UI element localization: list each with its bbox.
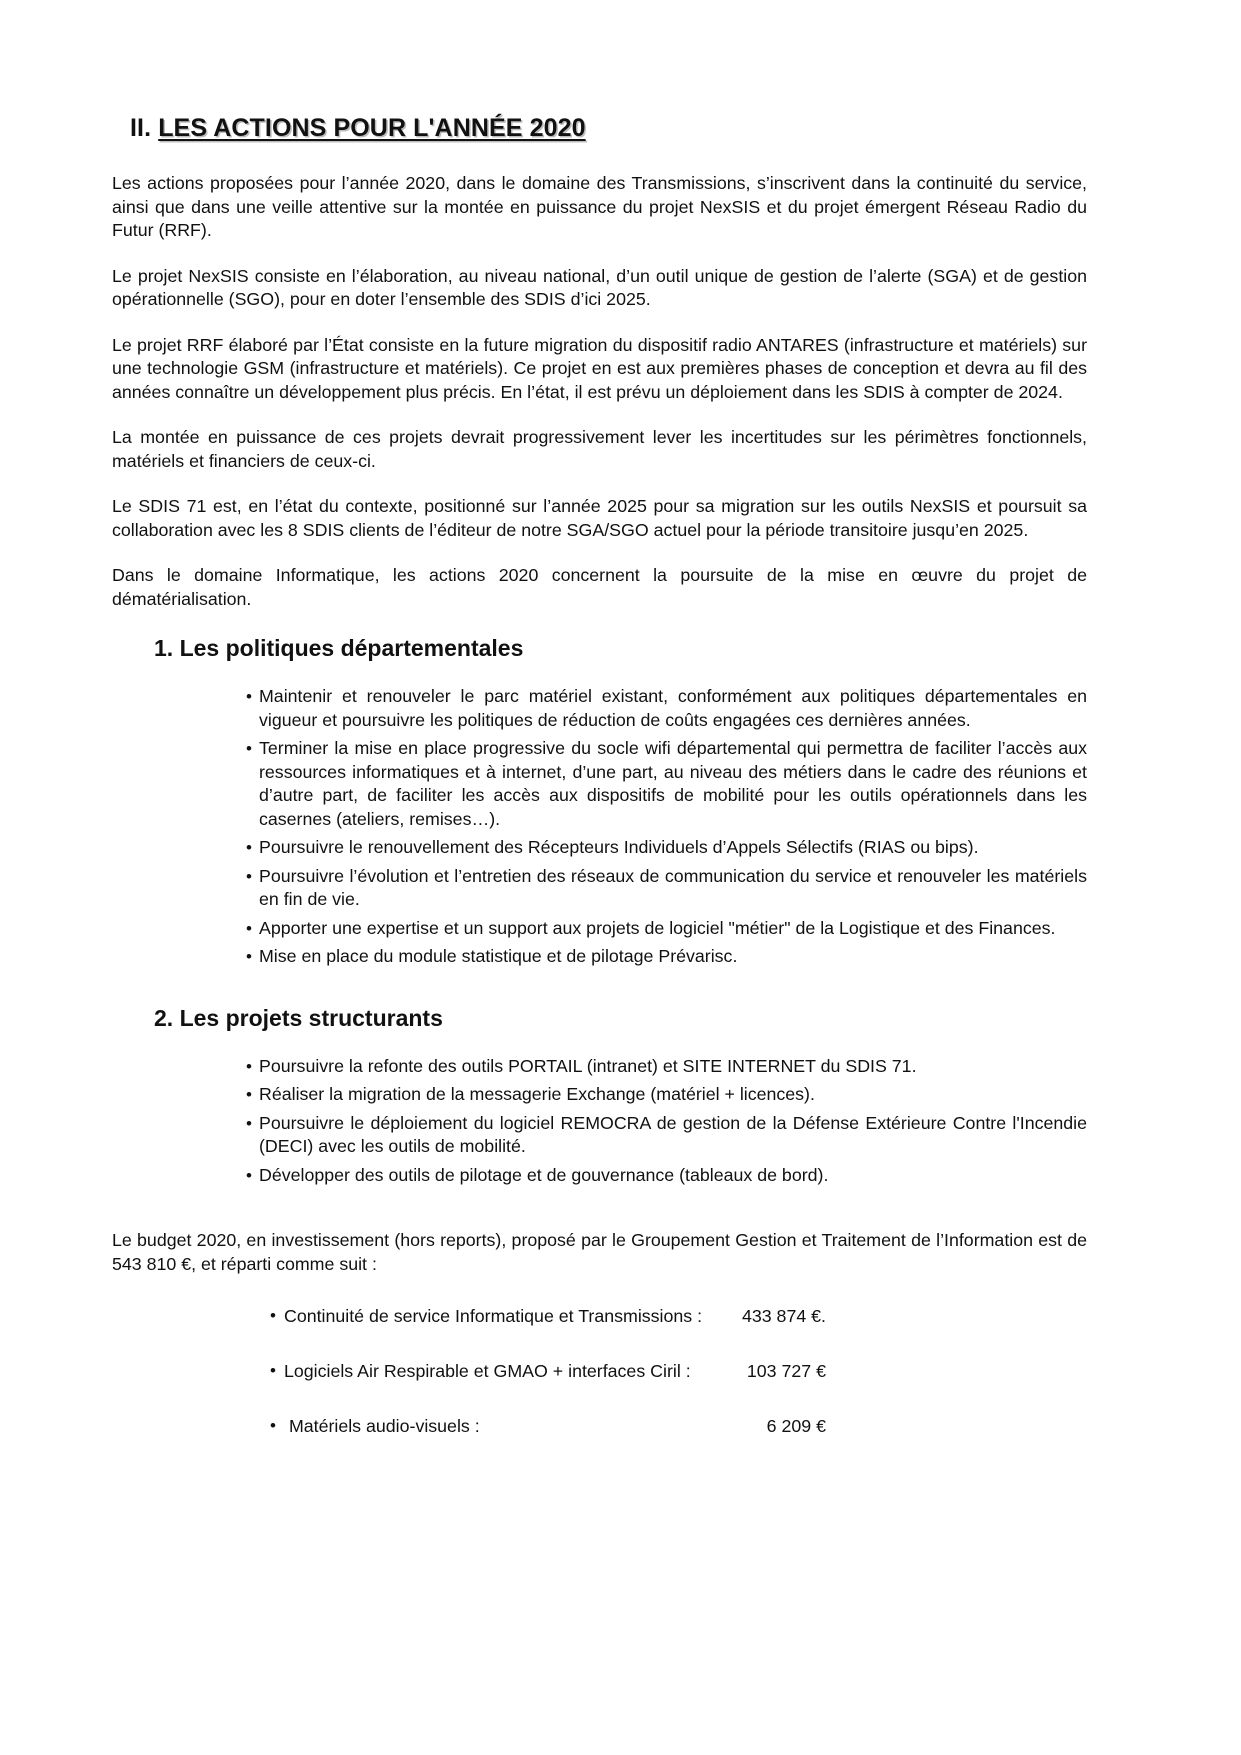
bullet-icon: • [246, 1056, 252, 1076]
bullet-icon: • [246, 739, 252, 758]
budget-amount: 6 209 € [766, 1416, 826, 1436]
paragraph-intro: Les actions proposées pour l’année 2020, dans le domaine des Transmissions, s’inscrivent dans la continuité du service, ainsi que dans une veille attentive sur la montée en puissance du projet NexSIS et du projet émergent Réseau Radio du Futur (RRF). [112, 173, 1087, 240]
list-item-text: Poursuivre l’évolution et l’entretien des réseaux de communication du service et renouveler les matériels en fin de vie. [259, 865, 1087, 909]
list-item-text: Poursuivre le déploiement du logiciel REMOCRA de gestion de la Défense Extérieure Contre l'Incendie (DECI) avec les outils de mobilité. [259, 1112, 1087, 1156]
list-item [246, 1083, 1087, 1107]
budget-breakdown [112, 1304, 1087, 1438]
list-item [246, 737, 1087, 831]
list-item-text: Maintenir et renouveler le parc matériel existant, conformément aux politiques départementales en vigueur et poursuivre les politiques de réduction de coûts engagées ces dernières années. [259, 686, 1087, 730]
budget-amount: 433 874 €. [741, 1306, 826, 1326]
paragraph-nexsis: Le projet NexSIS consiste en l’élaboration, au niveau national, d’un outil unique de gestion de l’alerte (SGA) et de gestion opérationnelle (SGO), pour en doter l’ensemble des SDIS d’ici 2025. [112, 265, 1087, 309]
paragraph-projects-ramp-up: La montée en puissance de ces projets devrait progressivement lever les incertitudes sur les périmètres fonctionnels, matériels et financiers de ceux-ci. [112, 427, 1087, 471]
budget-label: Continuité de service Informatique et Transmissions : [284, 1306, 703, 1326]
bullet-icon: • [246, 918, 252, 938]
paragraph-sdis71: Le SDIS 71 est, en l’état du contexte, positionné sur l’année 2025 pour sa migration sur les outils NexSIS et poursuit sa collaboration avec les 8 SDIS clients de l’éditeur de notre SGA/SGO actuel pour la période transitoire jusqu’en 2025. [112, 496, 1087, 540]
list-politiques [112, 685, 1087, 969]
section-title: LES ACTIONS POUR L'ANNÉE 2020 [158, 114, 586, 142]
list-item-text: Mise en place du module statistique et de pilotage Prévarisc. [259, 946, 738, 966]
list-item-text: Développer des outils de pilotage et de gouvernance (tableaux de bord). [259, 1164, 829, 1185]
paragraph-informatique: Dans le domaine Informatique, les actions 2020 concernent la poursuite de la mise en œuvre du projet de dématérialisation. [112, 565, 1087, 609]
subsection-title-projets: 2. Les projets structurants [154, 1004, 443, 1031]
budget-row-logiciels [270, 1359, 890, 1383]
list-item [246, 945, 1087, 969]
bullet-icon: • [246, 1113, 252, 1133]
list-item [246, 1164, 1087, 1188]
bullet-icon: • [270, 1306, 276, 1325]
bullet-icon: • [246, 866, 252, 886]
list-item-text: Réaliser la migration de la messagerie Exchange (matériel + licences). [259, 1084, 815, 1104]
subsection-title-politiques: 1. Les politiques départementales [154, 635, 524, 661]
list-item [246, 865, 1087, 912]
bullet-icon: • [246, 1085, 252, 1104]
paragraph-rrf: Le projet RRF élaboré par l’État consiste en la future migration du dispositif radio ANTARES (infrastructure et matériels) sur une technologie GSM (infrastructure et matériels). Ce projet en est aux premières phases de conception et devra au fil des années connaître un développement plus précis. En l’état, il est prévu un déploiement dans les SDIS à compter de 2024. [112, 334, 1087, 402]
list-projets [112, 1055, 1087, 1188]
section-heading [130, 112, 1087, 145]
budget-intro: Le budget 2020, en investissement (hors reports), proposé par le Groupement Gestion et Traitement de l’Information est de 543 810 €, et réparti comme suit : [112, 1230, 1087, 1274]
list-item-text: Poursuivre la refonte des outils PORTAIL (intranet) et SITE INTERNET du SDIS 71. [259, 1055, 917, 1076]
bullet-icon: • [246, 947, 252, 966]
bullet-icon: • [246, 838, 252, 857]
budget-row-audiovisuel [270, 1414, 890, 1438]
list-item [246, 917, 1087, 941]
list-item [246, 836, 1087, 860]
bullet-icon: • [246, 1165, 252, 1185]
budget-label: Matériels audio-visuels : [284, 1416, 480, 1436]
bullet-icon: • [270, 1361, 276, 1380]
bullet-icon: • [246, 687, 252, 706]
section-number: II. [130, 114, 152, 142]
budget-amount: 103 727 € [746, 1361, 826, 1381]
document-page [112, 112, 1087, 1469]
list-item [246, 1112, 1087, 1159]
bullet-icon: • [270, 1416, 276, 1435]
list-item [246, 685, 1087, 732]
list-item-text: Poursuivre le renouvellement des Récepteurs Individuels d’Appels Sélectifs (RIAS ou bips). [259, 837, 979, 857]
list-item [246, 1055, 1087, 1079]
budget-label: Logiciels Air Respirable et GMAO + interfaces Ciril : [284, 1361, 691, 1381]
list-item-text: Apporter une expertise et un support aux projets de logiciel "métier" de la Logistique et des Finances. [259, 917, 1056, 938]
list-item-text: Terminer la mise en place progressive du socle wifi départemental qui permettra de faciliter l’accès aux ressources informatiques et à internet, d’une part, au niveau des métiers dans le cadre des réunions et d’autre part, de faciliter les accès aux dispositifs de mobilité pour les outils opérationnels dans les casernes (ateliers, remises…). [259, 738, 1087, 829]
budget-row-continuite [270, 1304, 890, 1328]
